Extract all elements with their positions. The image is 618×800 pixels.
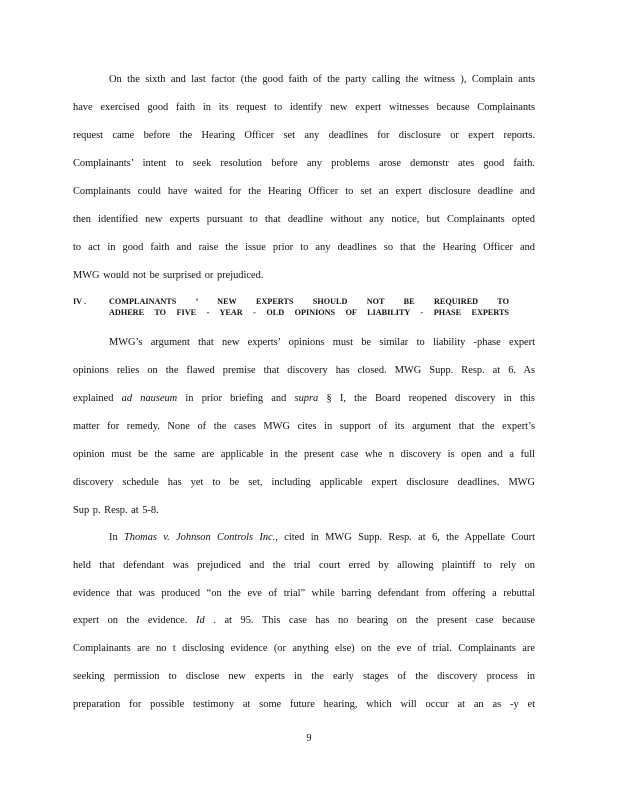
paragraph-line: seeking permission to disclose new experts in the early stages of the discovery process in xyxy=(73,671,535,682)
italic-term: ad nauseum xyxy=(121,393,178,404)
text-run: , cited in MWG Supp. Resp. at 6, the Appellate Court xyxy=(275,532,535,543)
paragraph-line: opinion must be the same are applicable in the present case whe n discovery is open and a full xyxy=(73,449,535,460)
paragraph-line: request came before the Hearing Officer set any deadlines for disclosure or expert reports. xyxy=(73,130,535,141)
paragraph-line: held that defendant was prejudiced and the trial court erred by allowing plaintiff to rely on xyxy=(73,560,535,571)
paragraph-line: discovery schedule has yet to be set, including applicable expert disclosure deadlines. MWG xyxy=(73,477,535,488)
text-run: In xyxy=(109,532,125,543)
paragraph-line: Complainants are no t disclosing evidence (or anything else) on the eve of trial. Complainants are xyxy=(73,643,535,654)
text-run: in prior briefing and xyxy=(177,393,295,404)
paragraph-line: opinions relies on the flawed premise that discovery has closed. MWG Supp. Resp. at 6. As xyxy=(73,365,535,376)
paragraph-line: preparation for possible testimony at some future hearing, which will occur at an as -y et xyxy=(73,699,535,710)
section-number: IV . xyxy=(73,297,87,306)
paragraph-line: On the sixth and last factor (the good faith of the party calling the witness ), Complain ants xyxy=(109,74,535,85)
paragraph-line: MWG would not be surprised or prejudiced. xyxy=(73,270,264,281)
paragraph-line: to act in good faith and raise the issue prior to any deadlines so that the Hearing Officer and xyxy=(73,242,535,253)
paragraph-line: Complainants could have waited for the Hearing Officer to set an expert disclosure deadline and xyxy=(73,186,535,197)
text-run: § I, the Board reopened discovery in this xyxy=(318,393,535,404)
paragraph-line: evidence that was produced “on the eve of trial” while barring defendant from offering a rebuttal xyxy=(73,588,535,599)
section-heading-line: ADHERE TO FIVE - YEAR - OLD OPINIONS OF LIABILITY - PHASE EXPERTS xyxy=(109,308,509,317)
case-citation: Thomas v. Johnson Controls Inc. xyxy=(124,532,276,543)
page-number: 9 xyxy=(306,733,312,744)
text-run: expert on the evidence. xyxy=(73,615,196,626)
paragraph-line: then identified new experts pursuant to that deadline without any notice, but Complainants opted xyxy=(73,214,535,225)
paragraph-line xyxy=(73,392,535,406)
paragraph-line: have exercised good faith in its request to identify new expert witnesses because Complainants xyxy=(73,102,535,113)
italic-term: Id xyxy=(195,615,205,626)
paragraph-line xyxy=(73,614,535,628)
paragraph-line: matter for remedy. None of the cases MWG cites in support of its argument that the expert’s xyxy=(73,421,535,432)
text-run: . at 95. This case has no bearing on the present case because xyxy=(204,615,535,626)
section-heading-line: COMPLAINANTS ’ NEW EXPERTS SHOULD NOT BE REQUIRED TO xyxy=(109,297,509,306)
text-run: explained xyxy=(73,393,122,404)
paragraph-line xyxy=(109,531,535,545)
paragraph-line: Complainants’ intent to seek resolution before any problems arose demonstr ates good faith. xyxy=(73,158,535,169)
paragraph-line: MWG’s argument that new experts’ opinions must be similar to liability -phase expert xyxy=(109,337,535,348)
paragraph-line: Sup p. Resp. at 5-8. xyxy=(73,505,159,516)
italic-term: supra xyxy=(294,393,319,404)
